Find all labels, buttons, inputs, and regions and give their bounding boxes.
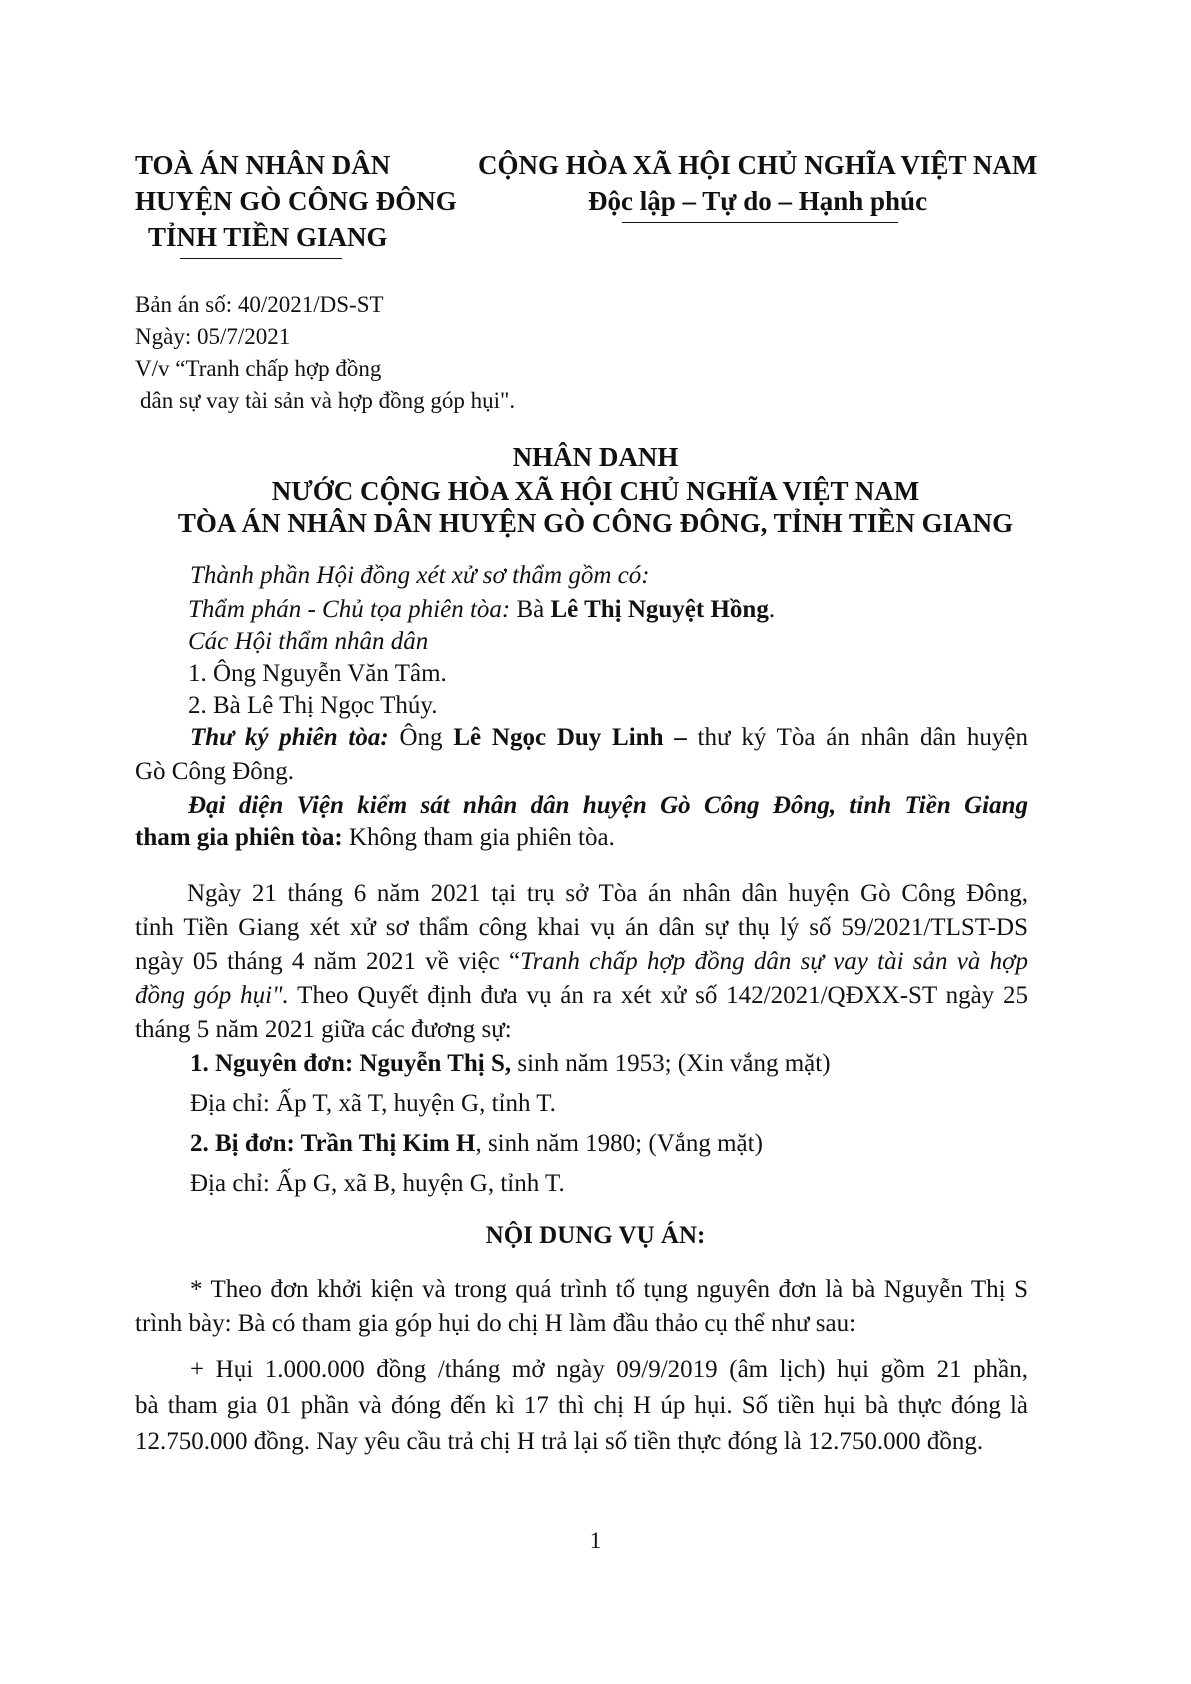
jurors-label: Các Hội thẩm nhân dân [188,628,429,655]
para2-line1: + Hụi 1.000.000 đồng /tháng mở ngày 09/9/2019 (âm lịch) hụi gồm 21 phần, [190,1356,1028,1383]
court-name-line1: TOÀ ÁN NHÂN DÂN [135,150,391,180]
clerk-prefix: Ông [388,724,454,751]
court-name-line3: TỈNH TIỀN GIANG [148,222,388,252]
procuracy-line2 [135,824,615,852]
para1-line1: * Theo đơn khởi kiện và trong quá trình tố tụng nguyên đơn là bà Nguyễn Thị S [190,1276,1028,1303]
judge-prefix: Bà [510,596,551,623]
procuracy-label: Đại diện Viện kiểm sát nhân dân huyện Gò Công Đông, tỉnh Tiền Giang [188,792,1028,819]
trial-para [135,880,1028,908]
clerk-label: Thư ký phiên tòa: [190,724,389,751]
trial-line4a: đồng góp hụi". [135,982,289,1009]
clerk-role: thư ký Tòa án nhân dân huyện [686,724,1029,751]
para1-line2: trình bày: Bà có tham gia góp hụi do chị H làm đầu thảo cụ thể như sau: [135,1310,857,1337]
panel-intro: Thành phần Hội đồng xét xử sơ thẩm gồm có: [190,562,650,589]
motto-underline [622,222,898,223]
trial-line1: Ngày 21 tháng 6 năm 2021 tại trụ sở Tòa án nhân dân huyện Gò Công Đông, [187,880,1028,907]
state-name: CỘNG HÒA XÃ HỘI CHỦ NGHĨA VIỆT NAM [478,150,1038,180]
plaintiff-info: sinh năm 1953; (Xin vắng mặt) [511,1050,831,1077]
juror-1: 1. Ông Nguyễn Văn Tâm. [188,660,447,687]
trial-line4-wrap [135,982,1028,1010]
title-in-the-name: NHÂN DANH [512,442,679,472]
title-country: NƯỚC CỘNG HÒA XÃ HỘI CHỦ NGHĨA VIỆT NAM [271,476,920,506]
trial-line2: tỉnh Tiền Giang xét xử sơ thẩm công khai vụ án dân sự thụ lý số 59/2021/TLST-DS [135,914,1028,941]
para1-line1-wrap [190,1276,1028,1304]
title-court: TÒA ÁN NHÂN DÂN HUYỆN GÒ CÔNG ĐÔNG, TỈNH TIỀN GIANG [177,508,1014,538]
content-heading: NỘI DUNG VỤ ÁN: [485,1222,706,1249]
para2-line3: 12.750.000 đồng. Nay yêu cầu trả chị H trả lại số tiền thực đóng là 12.750.000 đồng. [135,1428,984,1455]
procuracy-line [188,792,1028,820]
clerk-line2: Gò Công Đông. [135,758,295,785]
para2-line2: bà tham gia 01 phần và đóng đến kì 17 thì chị H úp hụi. Số tiền hụi bà thực đóng là [135,1392,1028,1419]
plaintiff-line [190,1050,831,1078]
page-number: 1 [589,1528,602,1553]
para2-line1-wrap [190,1356,1028,1384]
trial-line2-wrap [135,914,1028,942]
judge-line [188,596,775,624]
clerk-name: Lê Ngọc Duy Linh [453,724,664,751]
procuracy-value: Không tham gia phiên tòa. [342,824,615,851]
judge-name: Lê Thị Nguyệt Hồng [550,596,769,623]
trial-line3-wrap [135,948,1028,976]
judge-end: . [768,596,776,623]
plaintiff-label: 1. Nguyên đơn: Nguyễn Thị S, [190,1050,512,1077]
defendant-address: Địa chỉ: Ấp G, xã B, huyện G, tỉnh T. [190,1170,565,1197]
defendant-line [190,1130,763,1158]
para2-line2-wrap [135,1392,1028,1420]
case-date: Ngày: 05/7/2021 [135,324,291,349]
defendant-label: 2. Bị đơn: Trần Thị Kim H [190,1130,476,1157]
defendant-info: , sinh năm 1980; (Vắng mặt) [475,1130,763,1157]
procuracy-label2: tham gia phiên tòa: [135,824,343,851]
trial-line5: tháng 5 năm 2021 giữa các đương sự: [135,1016,512,1043]
case-subject-line1: V/v “Tranh chấp hợp đồng [135,356,382,381]
case-subject-line2: dân sự vay tài sản và hợp đồng góp hụi". [140,388,516,413]
plaintiff-address: Địa chỉ: Ấp T, xã T, huyện G, tỉnh T. [190,1090,556,1117]
juror-2: 2. Bà Lê Thị Ngọc Thúy. [188,692,438,719]
judge-label: Thẩm phán - Chủ tọa phiên tòa: [188,596,511,623]
court-name-line2: HUYỆN GÒ CÔNG ĐÔNG [135,186,457,216]
state-motto: Độc lập – Tự do – Hạnh phúc [588,186,928,216]
trial-line3a: ngày 05 tháng 4 năm 2021 về việc “ [135,948,521,975]
court-underline [180,258,342,259]
trial-line3b: Tranh chấp hợp đồng dân sự vay tài sản và hợp [520,948,1028,975]
case-number: Bản án số: 40/2021/DS-ST [135,292,384,317]
clerk-line [190,724,1028,752]
clerk-dash: – [663,724,687,751]
trial-line4b: Theo Quyết định đưa vụ án ra xét xử số 142/2021/QĐXX-ST ngày 25 [288,982,1028,1009]
